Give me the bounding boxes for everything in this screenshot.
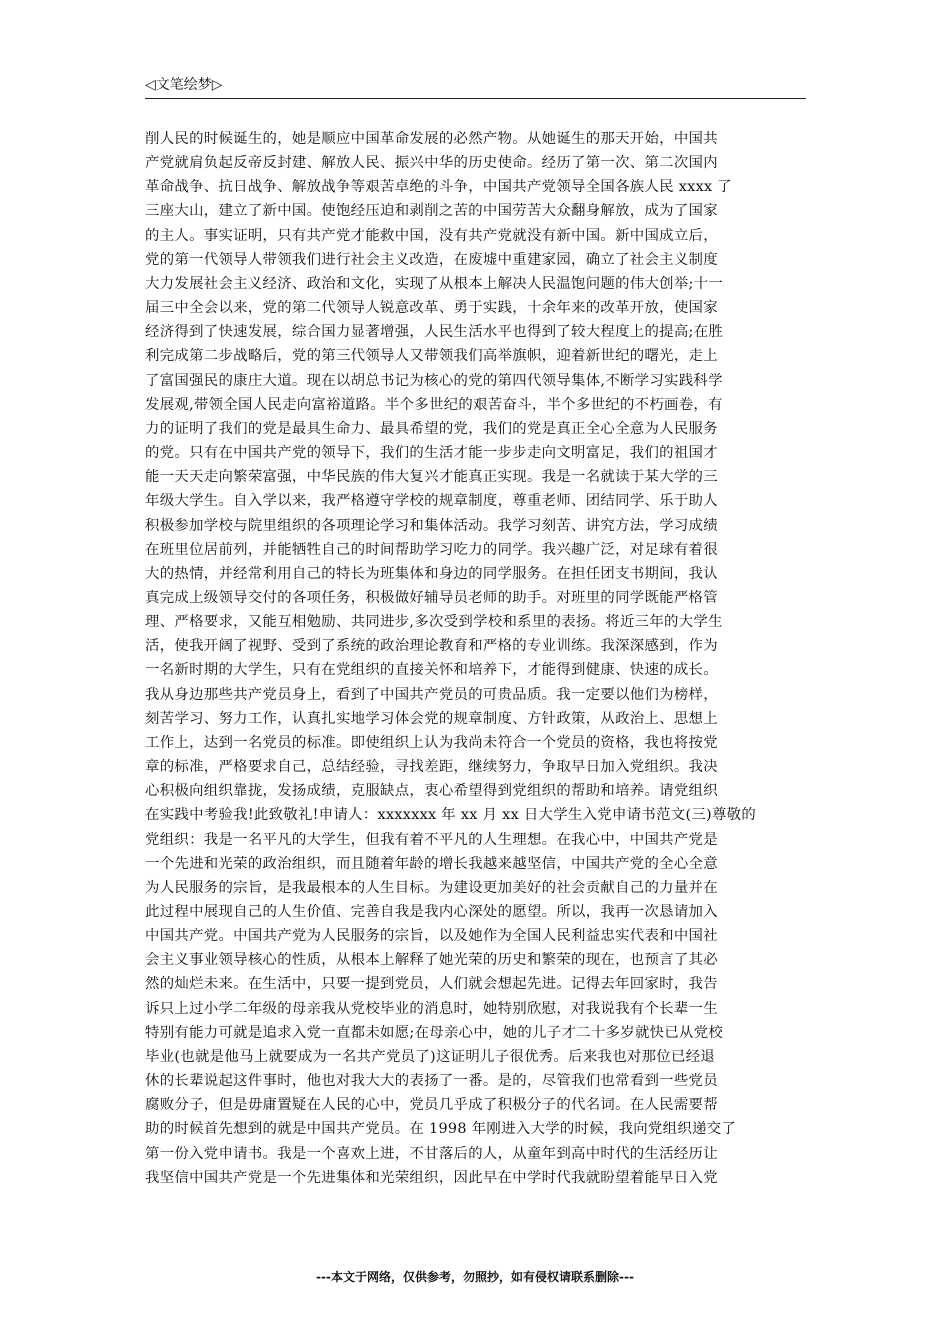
document-body-text: 削人民的时候诞生的，她是顺应中国革命发展的必然产物。从她诞生的那天开始，中国共 产党就肩负起反帝反封建、解放人民、振兴中华的历史使命。经历了第一次、第二次国内 革命战争、抗日战争、解放战争等艰苦卓绝的斗争，中国共产党领导全国各族人民 xxxx 了 三座大山，建立了新中国。使饱经压迫和剥削之苦的中国劳苦大众翻身解放，成为了国家 的主人。事实证明，只有共产党才能救中国，没有共产党就没有新中国。新中国成立后， 党的第一代领导人带领我们进行社会主义改造，在废墟中重建家园，确立了社会主义制度 大力发展社会主义经济、政治和文化，实现了从根本上解决人民温饱问题的伟大创举;十一 届三中全会以来，党的第二代领导人锐意改革、勇于实践，十余年来的改革开放，使国家 经济得到了快速发展，综合国力显著增强，人民生活水平也得到了较大程度上的提高;在胜 利完成第二步战略后，党的第三代领导人又带领我们高举旗帜，迎着新世纪的曙光，走上 了富国强民的康庄大道。现在以胡总书记为核心的党的第四代领导集体,不断学习实践科学 发展观,带领全国人民走向富裕道路。半个多世纪的艰苦奋斗，半个多世纪的不朽画卷，有 力的证明了我们的党是最具生命力、最具希望的党，我们的党是真正全心全意为人民服务 的党。只有在中国共产党的领导下，我们的生活才能一步步走向文明富足，我们的祖国才 能一天天走向繁荣富强，中华民族的伟大复兴才能真正实现。我是一名就读于某大学的三 年级大学生。自入学以来，我严格遵守学校的规章制度，尊重老师、团结同学、乐于助人 积极参加学校与院里组织的各项理论学习和集体活动。我学习刻苦、讲究方法，学习成绩 在班里位居前列，并能牺牲自己的时间帮助学习吃力的同学。我兴趣广泛，对足球有着很 大的热情，并经常利用自己的特长为班集体和身边的同学服务。在担任团支书期间，我认 真完成上级领导交付的各项任务，积极做好辅导员老师的助手。对班里的同学既能严格管 理、严格要求，又能互相勉励、共同进步,多次受到学校和系里的表扬。将近三年的大学生 活，使我开阔了视野、受到了系统的政治理论教育和严格的专业训练。我深深感到，作为 一名新时期的大学生，只有在党组织的直接关怀和培养下，才能得到健康、快速的成长。 我从身边那些共产党员身上，看到了中国共产党员的可贵品质。我一定要以他们为榜样， 刻苦学习、努力工作，认真扎实地学习体会党的规章制度、方针政策，从政治上、思想上 工作上，达到一名党员的标准。即使组织上认为我尚未符合一个党员的资格，我也将按党 章的标准，严格要求自己，总结经验，寻找差距，继续努力，争取早日加入党组织。我决 心积极向组织靠拢，发扬成绩，克服缺点，衷心希望得到党组织的帮助和培养。请党组织 在实践中考验我!此致敬礼!申请人：xxxxxxx 年 xx 月 xx 日大学生入党申请书范文(三)尊敬的 党组织：我是一名平凡的大学生，但我有着不平凡的人生理想。在我心中，中国共产党是 一个先进和光荣的政治组织，而且随着年龄的增长我越来越坚信，中国共产党的全心全意 为人民服务的宗旨，是我最根本的人生目标。为建设更加美好的社会贡献自己的力量并在 此过程中展现自己的人生价值、完善自我是我内心深处的愿望。所以，我再一次恳请加入 中国共产党。中国共产党为人民服务的宗旨，以及她作为全国人民利益忠实代表和中国社 会主义事业领导核心的性质，从根本上解释了她光荣的历史和繁荣的现在，也预言了其必 然的灿烂未来。在生活中，只要一提到党员，人们就会想起先进。记得去年回家时，我告 诉只上过小学二年级的母亲我从党校毕业的消息时，她特别欣慰，对我说我有个长辈一生 特别有能力可就是追求入党一直都未如愿;在母亲心中，她的儿子才二十多岁就快已从党校 毕业(也就是他马上就要成为一名共产党员了)这证明儿子很优秀。后来我也对那位已经退 休的长辈说起这件事时，他也对我大大的表扬了一番。是的，尽管我们也常看到一些党员 腐败分子，但是毋庸置疑在人民的心中，党员几乎成了积极分子的代名词。在人民需要帮 助的时候首先想到的就是中国共产党员。在 1998 年刚进入大学的时候，我向党组织递交了 第一份入党申请书。我是一个喜欢上进，不甘落后的人，从童年到高中时代的生活经历让 我坚信中国共产党是一个先进集体和光荣组织，因此早在中学时代我就盼望着能早日入党: [145, 131, 757, 1186]
header-title: ◁文笔绘梦▷: [145, 77, 223, 93]
page-header: [145, 76, 806, 99]
footer-notice: ---本文于网络，仅供参考，勿照抄，如有侵权请联系删除---: [316, 1270, 634, 1284]
